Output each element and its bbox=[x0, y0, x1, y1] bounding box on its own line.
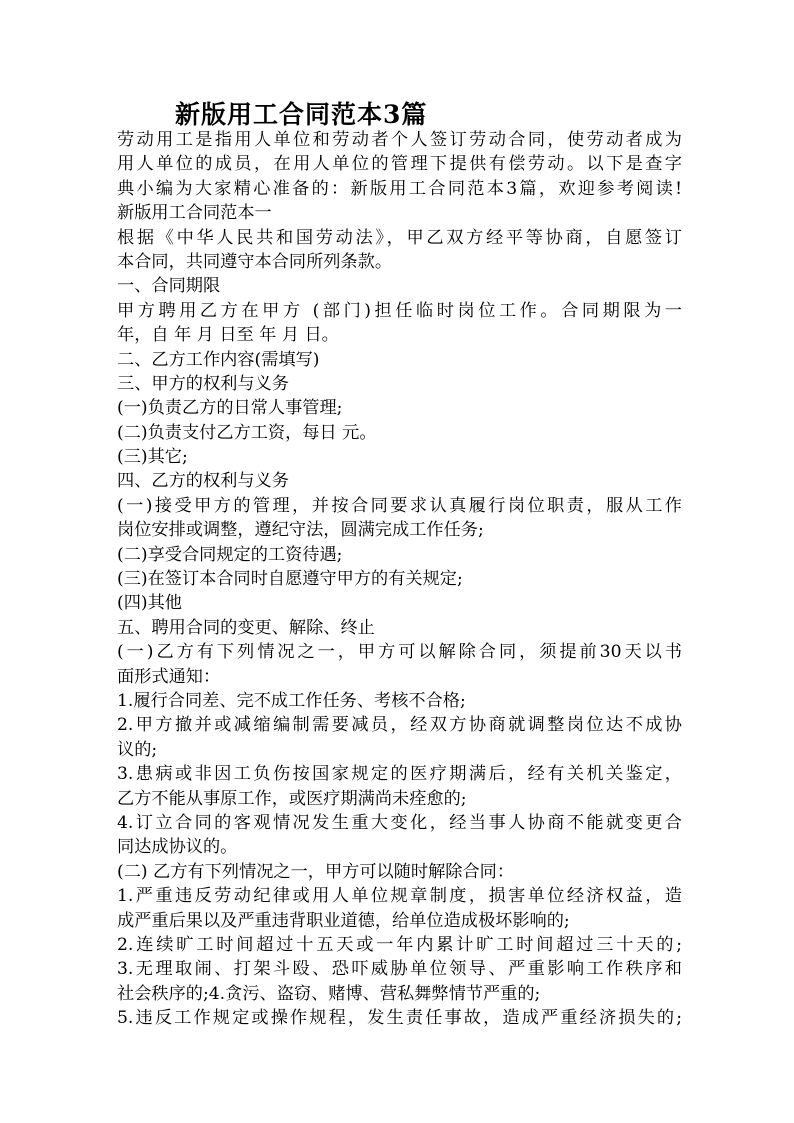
text-line: 根据《中华人民共和国劳动法》，甲乙双方经平等协商，自愿签订 bbox=[117, 227, 682, 248]
text-line: 新版用工合同范本一 bbox=[117, 203, 272, 224]
text-line: 面形式通知： bbox=[117, 666, 221, 687]
text-line: (二)享受合同规定的工资待遇; bbox=[117, 544, 343, 565]
text-line: 岗位安排或调整，遵纪守法，圆满完成工作任务; bbox=[117, 520, 484, 541]
text-line: 四、乙方的权利与义务 bbox=[117, 471, 289, 492]
text-line: 五、聘用合同的变更、解除、终止 bbox=[117, 617, 375, 638]
text-line: (三)在签订本合同时自愿遵守甲方的有关规定; bbox=[117, 569, 463, 590]
text-line: (一)接受甲方的管理，并按合同要求认真履行岗位职责，服从工作 bbox=[117, 495, 682, 516]
text-line: (一)负责乙方的日常人事管理; bbox=[117, 398, 343, 419]
text-line: 议的; bbox=[117, 739, 158, 760]
text-line: 4.订立合同的客观情况发生重大变化，经当事人协商不能就变更合 bbox=[117, 812, 682, 833]
text-line: 劳动用工是指用人单位和劳动者个人签订劳动合同，使劳动者成为 bbox=[117, 130, 682, 150]
text-line: 同达成协议的。 bbox=[117, 837, 238, 858]
text-line: 社会秩序的;4.贪污、盗窃、赌博、营私舞弊情节严重的; bbox=[117, 983, 541, 1004]
text-line: 年，自 年 月 日至 年 月 日。 bbox=[117, 325, 339, 346]
text-line: 5.违反工作规定或操作规程，发生责任事故，造成严重经济损失的; bbox=[117, 1008, 682, 1029]
text-line: 本合同，共同遵守本合同所列条款。 bbox=[117, 251, 393, 272]
text-line: 1.履行合同差、完不成工作任务、考核不合格; bbox=[117, 690, 466, 711]
text-line: 三、甲方的权利与义务 bbox=[117, 373, 289, 394]
text-line: 用人单位的成员，在用人单位的管理下提供有偿劳动。以下是查字 bbox=[117, 154, 682, 175]
text-line: (二)负责支付乙方工资，每日 元。 bbox=[117, 422, 377, 443]
text-line: 典小编为大家精心准备的：新版用工合同范本3篇，欢迎参考阅读! bbox=[117, 178, 682, 199]
document-body bbox=[117, 128, 682, 1030]
text-line: 成严重后果以及严重违背职业道德，给单位造成极坏影响的; bbox=[117, 910, 570, 931]
text-line: (四)其他 bbox=[117, 593, 182, 614]
text-line: 3.无理取闹、打架斗殴、恐吓威胁单位领导、严重影响工作秩序和 bbox=[117, 959, 682, 980]
text-line: 二、乙方工作内容(需填写) bbox=[117, 349, 320, 370]
text-line: 甲方聘用乙方在甲方 (部门)担任临时岗位工作。合同期限为一 bbox=[117, 300, 682, 321]
text-line: 2.连续旷工时间超过十五天或一年内累计旷工时间超过三十天的; bbox=[117, 934, 682, 955]
text-line: (二) 乙方有下列情况之一，甲方可以随时解除合同： bbox=[117, 861, 515, 882]
text-line: 一、合同期限 bbox=[117, 276, 221, 297]
document-title: 新版用工合同范本3篇 bbox=[175, 100, 428, 129]
text-line: 2.甲方撤并或减缩编制需要减员，经双方协商就调整岗位达不成协 bbox=[117, 715, 682, 736]
text-line: (一)乙方有下列情况之一，甲方可以解除合同，须提前30天以书 bbox=[117, 642, 682, 663]
text-line: (三)其它; bbox=[117, 447, 188, 468]
text-line: 1.严重违反劳动纪律或用人单位规章制度，损害单位经济权益，造 bbox=[117, 886, 682, 907]
text-line: 乙方不能从事原工作，或医疗期满尚未痊愈的; bbox=[117, 788, 467, 809]
text-line: 3.患病或非因工负伤按国家规定的医疗期满后，经有关机关鉴定， bbox=[117, 764, 682, 785]
